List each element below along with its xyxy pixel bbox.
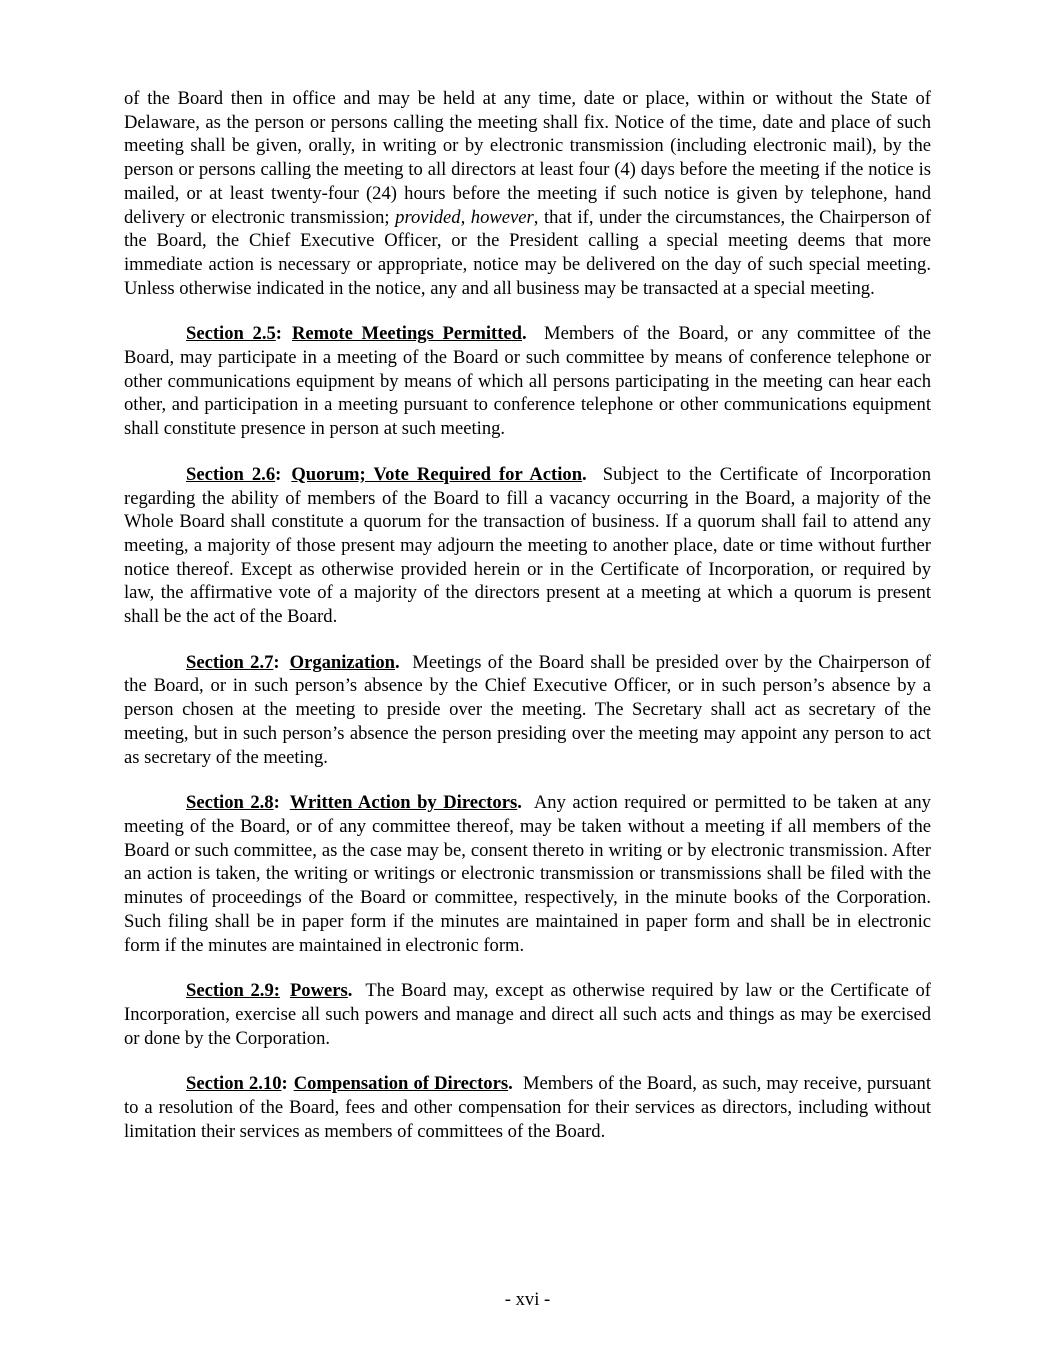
section-title: Quorum; Vote Required for Action: [291, 463, 583, 485]
section-period: .: [394, 651, 400, 673]
section-title: Organization: [289, 651, 395, 673]
opening-paragraph: [124, 87, 931, 300]
section-colon: :: [281, 1073, 288, 1095]
section-colon: :: [273, 651, 280, 673]
section-title: Compensation of Directors: [293, 1073, 509, 1095]
section-period: .: [582, 463, 587, 485]
section-colon: :: [273, 792, 280, 814]
section-2-8: [124, 791, 931, 957]
section-colon: :: [275, 323, 282, 345]
section-title: Remote Meetings Permitted: [291, 323, 523, 345]
section-2-6: [124, 463, 931, 629]
section-number: Section 2.8: [186, 792, 274, 814]
section-title: Powers: [289, 980, 348, 1002]
section-number: Section 2.10: [186, 1073, 282, 1095]
section-2-9: [124, 979, 931, 1050]
section-number: Section 2.5: [186, 323, 276, 345]
section-number: Section 2.7: [186, 651, 274, 673]
section-period: .: [508, 1073, 513, 1095]
opening-italic-provided-however: provided, however: [395, 206, 534, 228]
section-body: Subject to the Certificate of Incorporation regarding the ability of members of the Board to fill a vacancy occurring in the Board, a majority of the Whole Board shall constitute a quorum for the transaction of business. If a quorum shall fail to attend any meeting, a majority of those present may adjourn the meeting to another place, date or time without further notice thereof. Except as otherwise provided herein or in the Certificate of Incorporation, or required by law, the affirmative vote of a majority of the directors present at a meeting at which a quorum is present shall be the act of the Board.: [124, 463, 932, 628]
document-page: [124, 87, 931, 1165]
section-title: Written Action by Directors: [289, 792, 518, 814]
section-colon: :: [275, 463, 282, 485]
opening-text-after: , that if, under the circumstances, the Chairperson of the Board, the Chief Executive Officer, or the President calling a special meeting deems that more immediate action is necessary or appropriate, notice may be delivered on the day of such special meeting. Unless otherwise indicated in the notice, any and all business may be transacted at a special meeting.: [124, 206, 932, 299]
section-body: Any action required or permitted to be taken at any meeting of the Board, or of any committee thereof, may be taken without a meeting if all members of the Board or such committee, as the case may be, consent thereto in writing or by electronic transmission. After an action is taken, the writing or writings or electronic transmission or transmissions shall be filed with the minutes of proceedings of the Board or committee, respectively, in the minute books of the Corporation. Such filing shall be in paper form if the minutes are maintained in paper form and shall be in electronic form if the minutes are maintained in electronic form.: [124, 792, 931, 956]
section-number: Section 2.6: [186, 463, 276, 485]
section-period: .: [517, 792, 522, 814]
section-2-10: [124, 1072, 931, 1143]
section-body: Members of the Board, or any committee of the Board, may participate in a meeting of the Board or such committee by means of conference telephone or other communications equipment by means of which all persons participating in the meeting can hear each other, and participation in a meeting pursuant to conference telephone or other communications equipment shall constitute presence in person at such meeting.: [124, 323, 932, 440]
section-2-5: [124, 322, 931, 441]
section-body: Members of the Board, as such, may receive, pursuant to a resolution of the Board, fees and other compensation for their services as directors, including without limitation their services as members of committees of the Board.: [124, 1073, 931, 1142]
section-number: Section 2.9:: [186, 980, 280, 1002]
section-body: The Board may, except as otherwise required by law or the Certificate of Incorporation, exercise all such powers and manage and direct all such acts and things as may be exercised or done by the Corporation.: [124, 980, 931, 1049]
page-number: - xvi -: [504, 1289, 551, 1310]
section-period: .: [522, 323, 527, 345]
section-body: Meetings of the Board shall be presided over by the Chairperson of the Board, or in such person’s absence by the Chief Executive Officer, or in such person’s absence by a person chosen at the meeting to preside over the meeting. The Secretary shall act as secretary of the meeting, but in such person’s absence the person presiding over the meeting may appoint any person to act as secretary of the meeting.: [124, 651, 931, 768]
section-2-7: [124, 651, 931, 770]
opening-text-before: of the Board then in office and may be held at any time, date or place, within or without the State of Delaware, as the person or persons calling the meeting shall fix. Notice of the time, date and place of such meeting shall be given, orally, in writing or by electronic transmission (including electronic mail), by the person or persons calling the meeting to all directors at least four (4) days before the meeting if the notice is mailed, or at least twenty-four (24) hours before the meeting if such notice is given by telephone, hand delivery or electronic transmission;: [124, 88, 931, 228]
section-period: .: [347, 980, 353, 1002]
